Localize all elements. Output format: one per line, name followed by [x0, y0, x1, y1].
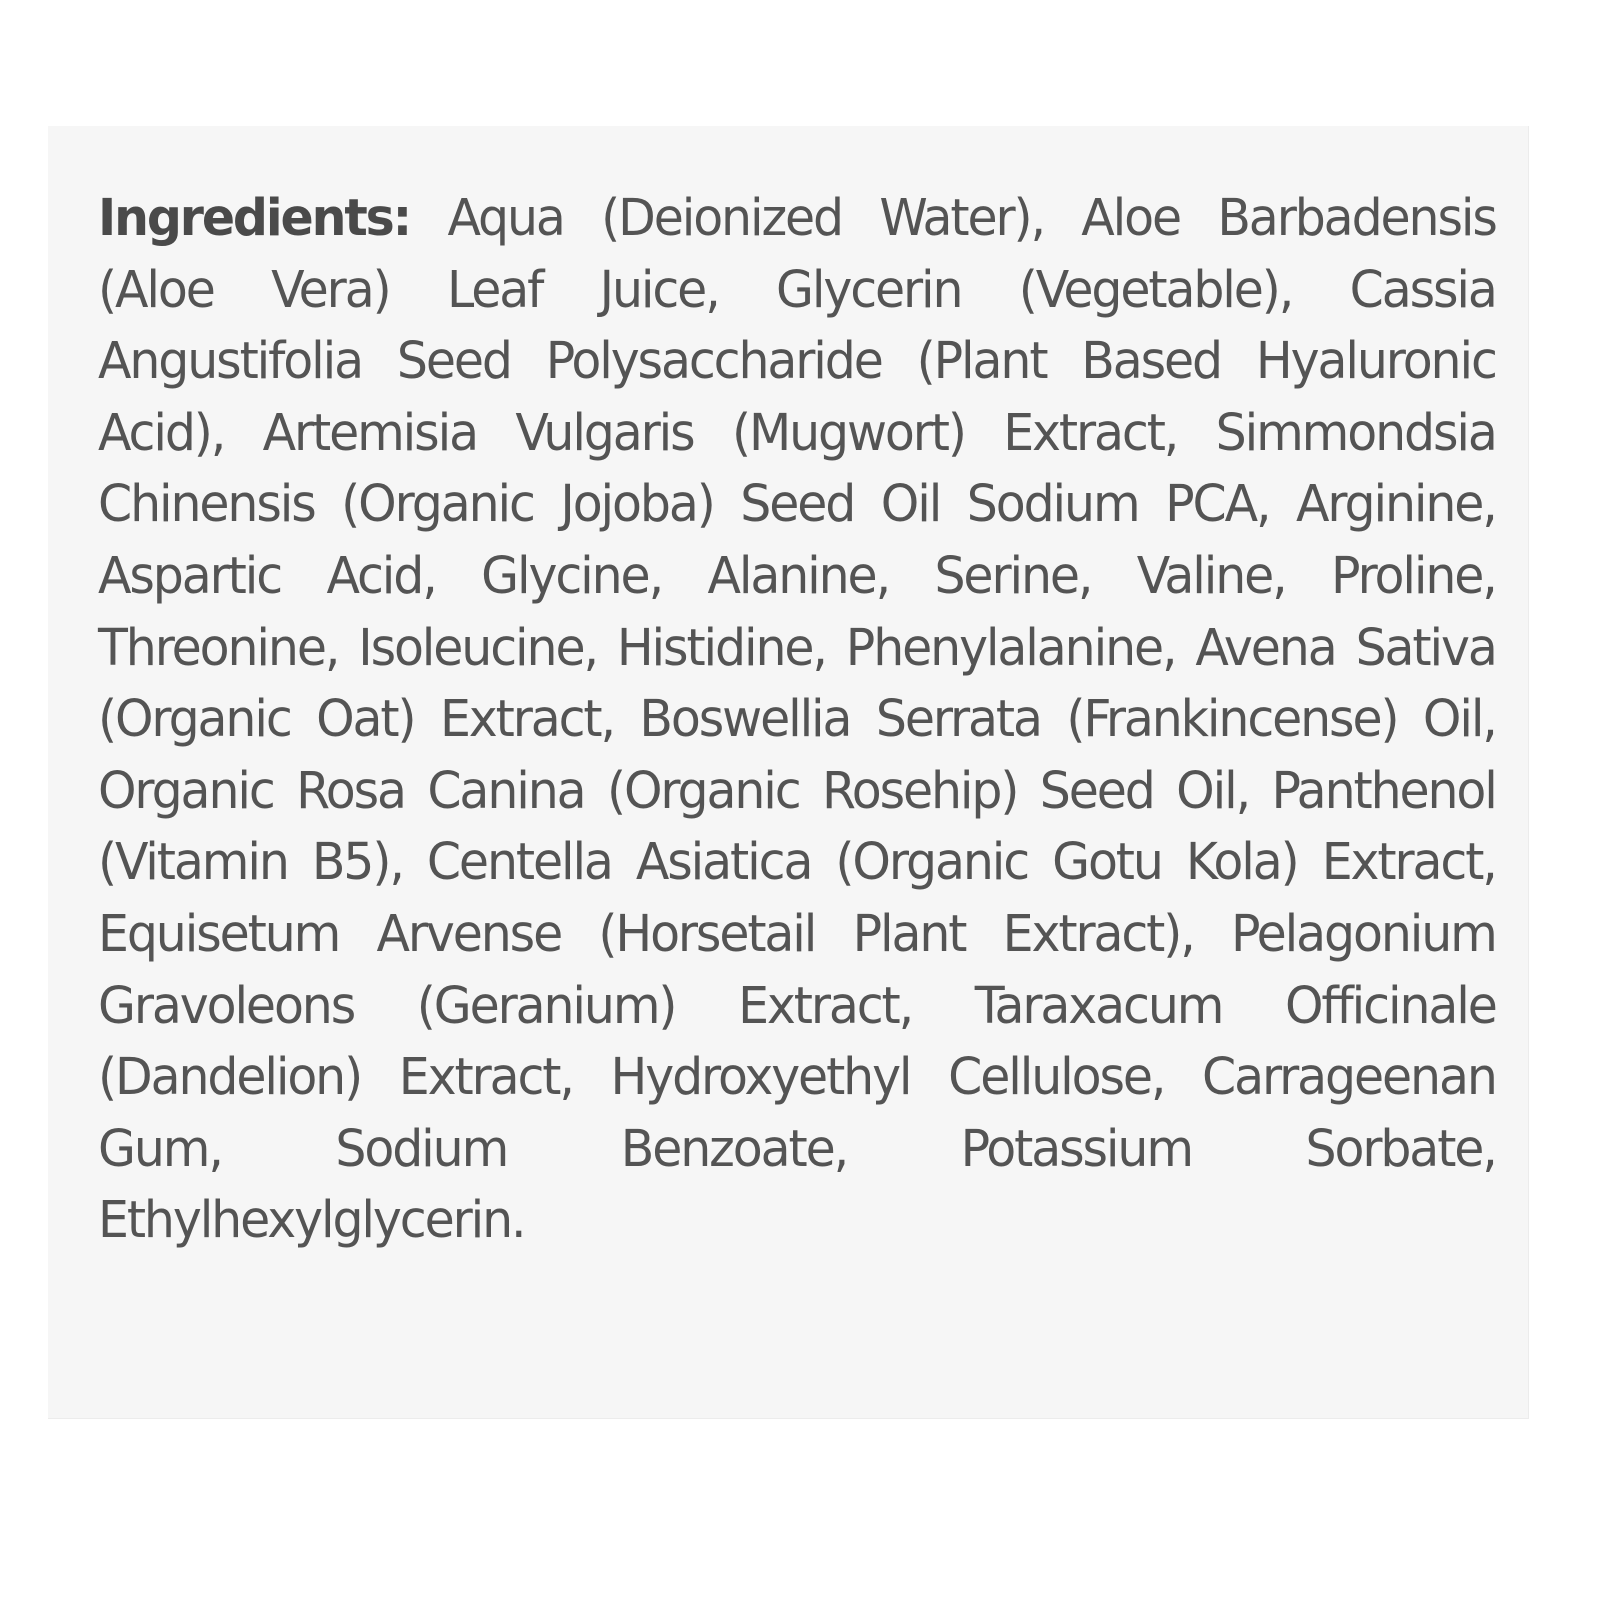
ingredients-heading: Ingredients:: [98, 189, 411, 248]
ingredients-list: Aqua (Deionized Water), Aloe Barbadensis (Aloe Vera) Leaf Juice, Glycerin (Vegetable), Cassia Angustifolia Seed Polysaccharide (Plant Based Hyaluronic Acid), Artemisia Vulgaris (Mugwort) Extract, Simmondsia Chinensis (Organic Jojoba) Seed Oil Sodium PCA, Arginine, Aspartic Acid, Glycine, Alanine, Serine, Valine, Proline, Threonine, Isoleucine, Histidine, Phenylalanine, Avena Sativa (Organic Oat) Extract, Boswellia Serrata (Frankincense) Oil, Organic Rosa Canina (Organic Rosehip) Seed Oil, Panthenol (Vitamin B5), Centella Asiatica (Organic Gotu Kola) Extract, Equisetum Arvense (Horsetail Plant Extract), Pelagonium Gravoleons (Geranium) Extract, Taraxacum Officinale (Dandelion) Extract, Hydroxyethyl Cellulose, Carrageenan Gum, Sodium Benzoate, Potassium Sorbate, Ethylhexylglycerin.: [98, 189, 1496, 1251]
ingredients-paragraph: [98, 183, 1496, 1257]
